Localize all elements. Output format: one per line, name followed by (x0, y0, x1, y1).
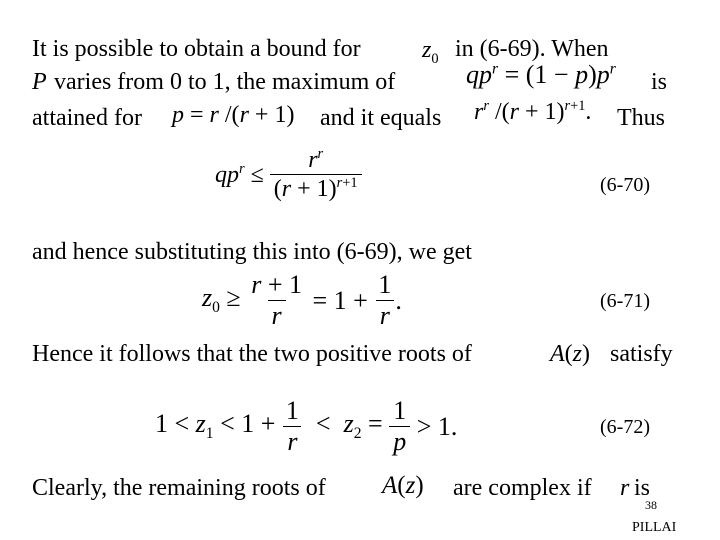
math-qpr-expression: $qp^r = (1 - p)p^r$ (466, 60, 616, 89)
text-line-2c: is (651, 69, 668, 95)
text-line-4: and hence substituting this into (6-69), we get (32, 239, 472, 265)
equation-number-6-70: (6-70) (600, 174, 650, 196)
equation-6-71: $z_0$ ≥ $\frac{r + 1}{r}$ = 1 + $\frac{1}{r}$ . (202, 270, 402, 330)
text-line-3a: attained for (32, 105, 142, 131)
footer-author: PILLAI (632, 520, 677, 535)
math-z0: $z_0$ (422, 37, 439, 67)
text-line-2b: varies from 0 to 1, the maximum of (54, 69, 396, 95)
text-line-1a: It is possible to obtain a bound for (32, 36, 361, 62)
text-line-5: Hence it follows that the two positive roots of (32, 341, 472, 367)
text-line-6b: are complex if (453, 475, 592, 501)
text-line-3c: Thus (617, 105, 665, 131)
text-line-5b: satisfy (610, 341, 673, 367)
text-line-6: Clearly, the remaining roots of (32, 475, 326, 501)
equation-6-70: $qp^r$ ≤ $\frac{r^r}{(r + 1)^{r+1}}$ (215, 146, 362, 203)
text-line-6c: r (620, 475, 630, 501)
equation-number-6-71: (6-71) (600, 290, 650, 312)
equation-number-6-72: (6-72) (600, 416, 650, 438)
equation-6-72: $1 < z_1 < 1$ + $\frac{1}{r}$ < $z_2$ = $\frac{1}{p}$ > 1. (155, 396, 458, 456)
text-line-1b: in (6-69). When (455, 36, 609, 62)
math-A-of-z-2: A(z) (382, 472, 424, 499)
math-A-of-z: A(z) (550, 341, 591, 367)
text-line-3b: and it equals (320, 105, 442, 131)
math-p-equals: p = r /(r + 1) (172, 102, 295, 128)
math-max-value: $r^r$ $/(r + 1)^{r+1}$. (474, 98, 592, 125)
slide-number: 38 (645, 498, 657, 512)
text-line-6d: is (634, 475, 651, 501)
text-line-2a: P (32, 69, 47, 95)
